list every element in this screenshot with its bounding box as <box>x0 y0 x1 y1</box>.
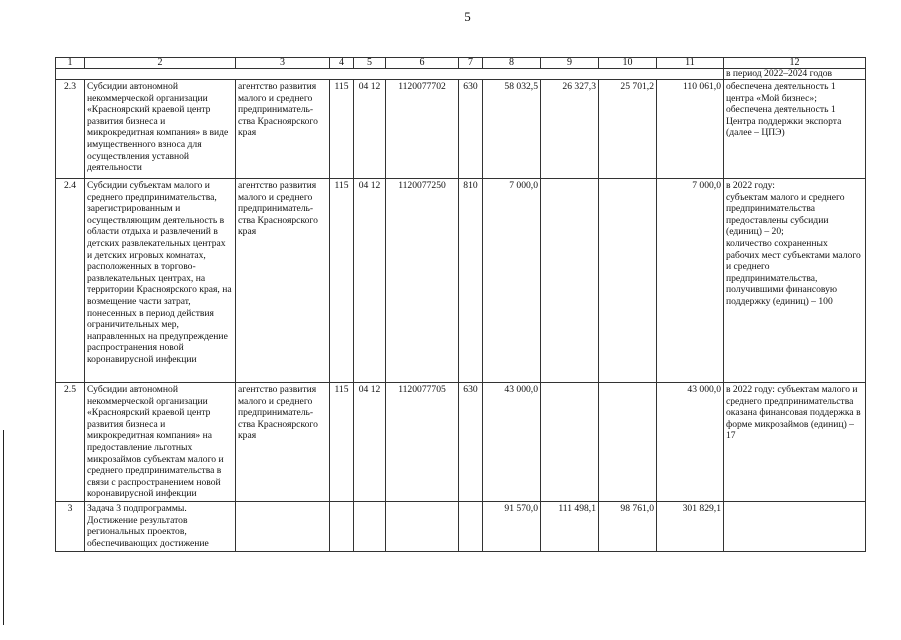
column-number: 10 <box>599 58 657 69</box>
grbs-code: 115 <box>330 80 354 179</box>
amount-total: 7 000,0 <box>657 179 724 383</box>
expected-result <box>724 502 866 552</box>
activity-name: Субсидии автономной некоммерческой организации «Красноярский краевой центр развития бизнеса и микрокредитная компания» в виде имущественного взноса для осуществления уставной деятельности <box>85 80 236 179</box>
row-number: 2.4 <box>56 179 85 383</box>
amount-2022: 58 032,5 <box>483 80 541 179</box>
amount-2023 <box>541 179 599 383</box>
csr-code: 1120077250 <box>386 179 459 383</box>
expected-result: обеспечена деятельность 1 центра «Мой бизнес»; обеспечена деятельность 1 Центра поддержки экспорта (далее – ЦПЭ) <box>724 80 866 179</box>
column-number: 7 <box>459 58 483 69</box>
column-number: 4 <box>330 58 354 69</box>
row-number: 3 <box>56 502 85 552</box>
csr-code: 1120077702 <box>386 80 459 179</box>
amount-total: 43 000,0 <box>657 383 724 502</box>
left-margin-line <box>3 430 4 625</box>
column-number: 12 <box>724 58 866 69</box>
vr-code: 630 <box>459 383 483 502</box>
csr-code: 1120077705 <box>386 383 459 502</box>
activity-name: Субсидии автономной некоммерческой организации «Красноярский краевой центр развития бизнеса и микрокредитная компания» на предоставление льготных микрозаймов субъектам малого и среднего предпринимательства в связи с распространением новой коронавирусной инфекции <box>85 383 236 502</box>
amount-2024: 25 701,2 <box>599 80 657 179</box>
page-number: 5 <box>464 9 471 24</box>
grbs-code: 115 <box>330 179 354 383</box>
activity-name: Субсидии субъектам малого и среднего предпринимательства, зарегистрированным и осуществляющим деятельность в области отдыха и развлечений в детских развлекательных центрах и детских игровых комнатах, расположенных в торгово-развлекательных центрах, на территории Красноярского края, на возмещение части затрат, понесенных в период действия ограничительных мер, направленных на предупреждение распространения новой коронавирусной инфекции <box>85 179 236 383</box>
table-row <box>56 179 866 383</box>
expected-result: в 2022 году: субъектам малого и среднего предпринимательства оказана финансовая поддержка в форме микрозаймов (единиц) – 17 <box>724 383 866 502</box>
amount-total: 301 829,1 <box>657 502 724 552</box>
table-row <box>56 502 866 552</box>
rzpr-code: 04 12 <box>354 80 386 179</box>
executor <box>236 502 330 552</box>
column-number: 8 <box>483 58 541 69</box>
amount-2024 <box>599 179 657 383</box>
continuation-note: в период 2022–2024 годов <box>724 69 866 80</box>
executor: агентство развития малого и среднего предприниматель-ства Красноярского края <box>236 383 330 502</box>
amount-2023 <box>541 383 599 502</box>
row-number: 2.3 <box>56 80 85 179</box>
column-number: 1 <box>56 58 85 69</box>
amount-2024 <box>599 383 657 502</box>
rzpr-code: 04 12 <box>354 383 386 502</box>
amount-total: 110 061,0 <box>657 80 724 179</box>
row-number: 2.5 <box>56 383 85 502</box>
column-number: 5 <box>354 58 386 69</box>
amount-2022: 7 000,0 <box>483 179 541 383</box>
column-number: 9 <box>541 58 599 69</box>
column-number: 3 <box>236 58 330 69</box>
vr-code: 810 <box>459 179 483 383</box>
vr-code <box>459 502 483 552</box>
column-numbers-row <box>56 58 866 69</box>
csr-code <box>386 502 459 552</box>
column-number: 6 <box>386 58 459 69</box>
vr-code: 630 <box>459 80 483 179</box>
executor: агентство развития малого и среднего предприниматель-ства Красноярского края <box>236 80 330 179</box>
table-row <box>56 80 866 179</box>
expected-result: в 2022 году: субъектам малого и среднего предпринимательства предоставлены субсидии (единиц) – 20; количество сохраненных рабочих мест субъектами малого и среднего предпринимательства, получившими финансовую поддержку (единиц) – 100 <box>724 179 866 383</box>
program-activities-table <box>55 57 866 552</box>
column-number: 11 <box>657 58 724 69</box>
activity-name: Задача 3 подпрограммы. Достижение результатов региональных проектов, обеспечивающих достижение <box>85 502 236 552</box>
amount-2024: 98 761,0 <box>599 502 657 552</box>
empty-cell <box>56 69 724 80</box>
executor: агентство развития малого и среднего предприниматель-ства Красноярского края <box>236 179 330 383</box>
amount-2022: 91 570,0 <box>483 502 541 552</box>
continuation-row <box>56 69 866 80</box>
grbs-code <box>330 502 354 552</box>
grbs-code: 115 <box>330 383 354 502</box>
amount-2022: 43 000,0 <box>483 383 541 502</box>
table-row <box>56 383 866 502</box>
amount-2023: 26 327,3 <box>541 80 599 179</box>
column-number: 2 <box>85 58 236 69</box>
rzpr-code: 04 12 <box>354 179 386 383</box>
rzpr-code <box>354 502 386 552</box>
amount-2023: 111 498,1 <box>541 502 599 552</box>
